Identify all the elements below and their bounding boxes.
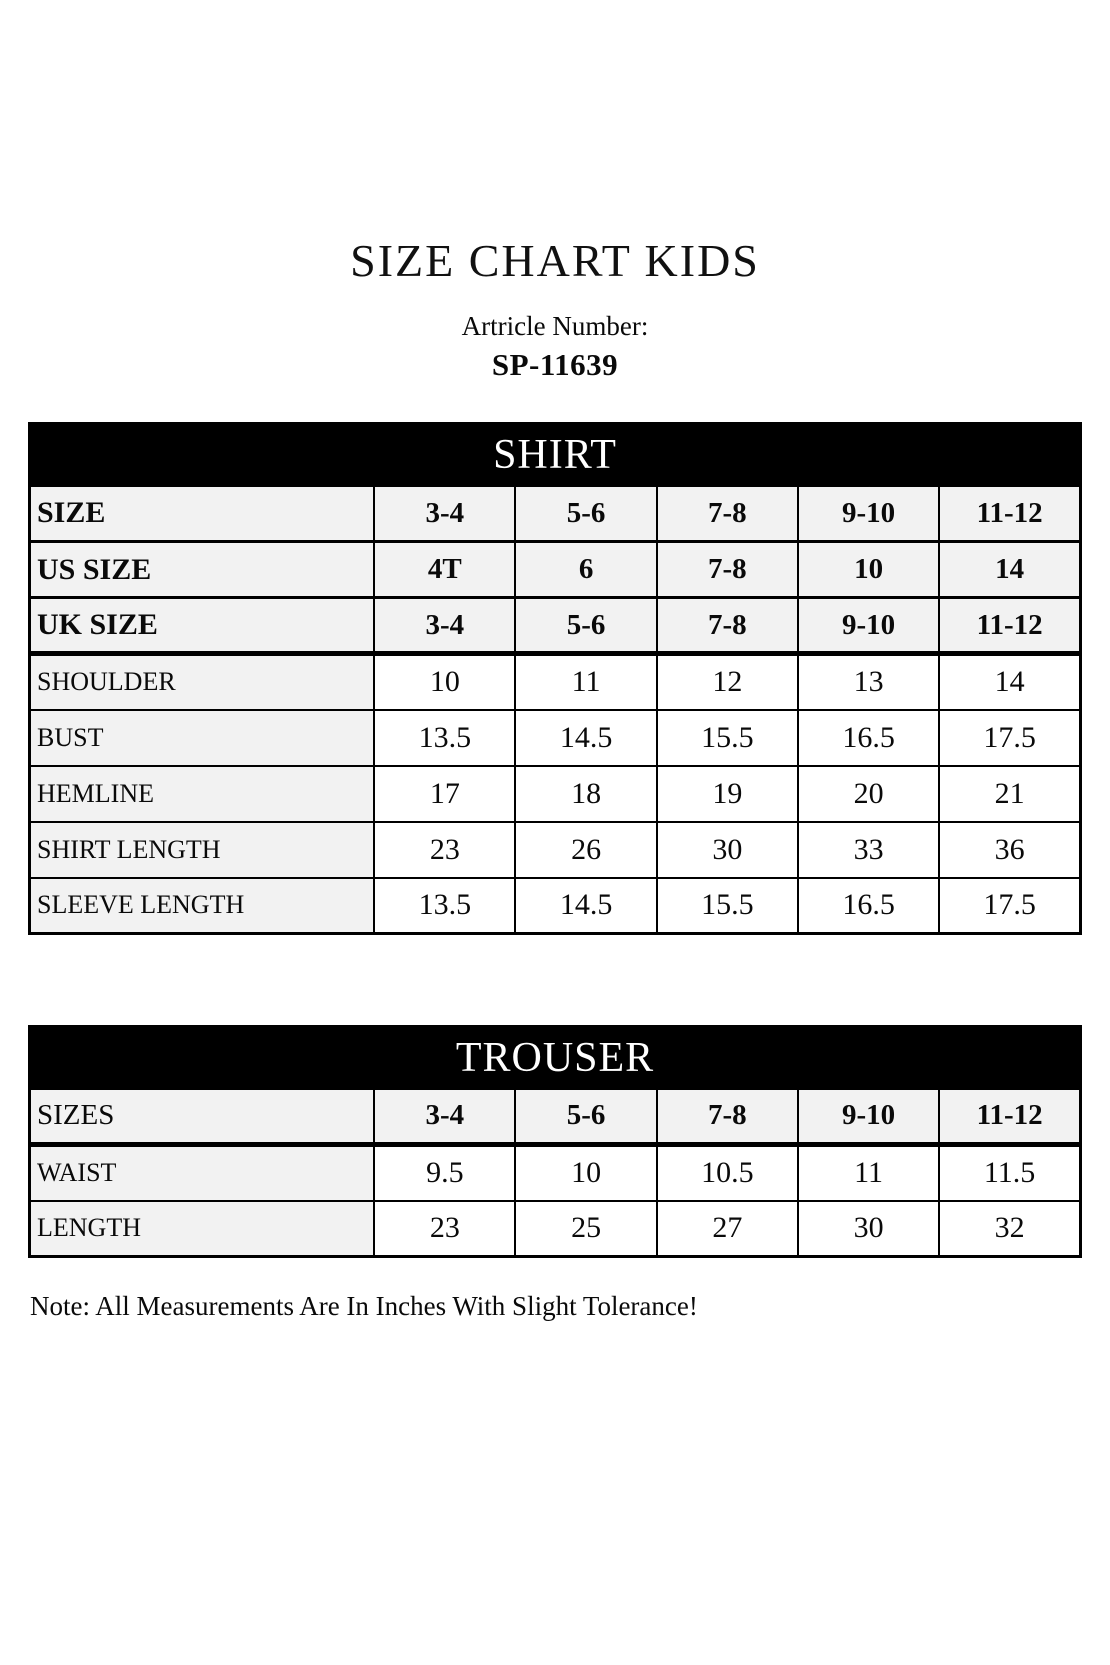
- table-row: [30, 542, 1081, 598]
- table-cell: 7-8: [657, 598, 798, 654]
- table-cell: 14.5: [515, 710, 656, 766]
- table-cell: 7-8: [657, 542, 798, 598]
- table-cell: 5-6: [515, 598, 656, 654]
- table-cell: 11-12: [939, 486, 1080, 542]
- table-row: [30, 1089, 1081, 1145]
- table-row: [30, 1145, 1081, 1201]
- table-cell: 4T: [374, 542, 515, 598]
- table-cell: 11.5: [939, 1145, 1080, 1201]
- table-cell: 21: [939, 766, 1080, 822]
- table-row: [30, 486, 1081, 542]
- table-cell: 11: [515, 654, 656, 710]
- table-cell: 11-12: [939, 1089, 1080, 1145]
- table-cell: 18: [515, 766, 656, 822]
- table-cell: 10: [515, 1145, 656, 1201]
- table-cell: 33: [798, 822, 939, 878]
- row-label: HEMLINE: [30, 766, 375, 822]
- table-cell: 3-4: [374, 598, 515, 654]
- table-cell: 7-8: [657, 486, 798, 542]
- table-cell: 17.5: [939, 878, 1080, 934]
- shirt-table-title: SHIRT: [30, 424, 1081, 486]
- table-cell: 30: [798, 1201, 939, 1257]
- table-cell: 5-6: [515, 486, 656, 542]
- table-header-row: [30, 424, 1081, 486]
- table-header-row: [30, 1027, 1081, 1089]
- table-cell: 23: [374, 1201, 515, 1257]
- table-cell: 3-4: [374, 1089, 515, 1145]
- table-cell: 13.5: [374, 710, 515, 766]
- table-cell: 15.5: [657, 710, 798, 766]
- table-cell: 9-10: [798, 486, 939, 542]
- table-cell: 14: [939, 542, 1080, 598]
- table-cell: 9.5: [374, 1145, 515, 1201]
- table-cell: 9-10: [798, 598, 939, 654]
- table-cell: 17: [374, 766, 515, 822]
- table-cell: 10.5: [657, 1145, 798, 1201]
- row-label: WAIST: [30, 1145, 375, 1201]
- table-row: [30, 654, 1081, 710]
- article-number-value: SP-11639: [491, 347, 619, 382]
- table-row: [30, 1201, 1081, 1257]
- table-cell: 16.5: [798, 710, 939, 766]
- row-label: SLEEVE LENGTH: [30, 878, 375, 934]
- table-cell: 12: [657, 654, 798, 710]
- table-cell: 27: [657, 1201, 798, 1257]
- table-cell: 10: [374, 654, 515, 710]
- table-cell: 6: [515, 542, 656, 598]
- table-cell: 7-8: [657, 1089, 798, 1145]
- table-cell: 25: [515, 1201, 656, 1257]
- table-cell: 13: [798, 654, 939, 710]
- table-cell: 11-12: [939, 598, 1080, 654]
- table-cell: 26: [515, 822, 656, 878]
- table-cell: 11: [798, 1145, 939, 1201]
- table-cell: 15.5: [657, 878, 798, 934]
- trouser-size-table: [28, 1025, 1082, 1258]
- row-label: SIZES: [30, 1089, 375, 1145]
- table-row: [30, 710, 1081, 766]
- table-cell: 23: [374, 822, 515, 878]
- table-cell: 5-6: [515, 1089, 656, 1145]
- row-label: US SIZE: [30, 542, 375, 598]
- table-cell: 16.5: [798, 878, 939, 934]
- measurement-note: Note: All Measurements Are In Inches With Slight Tolerance!: [30, 1291, 698, 1321]
- table-row: [30, 766, 1081, 822]
- row-label: SHOULDER: [30, 654, 375, 710]
- shirt-size-table: [28, 422, 1082, 935]
- trouser-table-title: TROUSER: [30, 1027, 1081, 1089]
- table-row: [30, 878, 1081, 934]
- table-row: [30, 598, 1081, 654]
- row-label: SIZE: [30, 486, 375, 542]
- table-cell: 3-4: [374, 486, 515, 542]
- table-cell: 17.5: [939, 710, 1080, 766]
- table-cell: 13.5: [374, 878, 515, 934]
- row-label: SHIRT LENGTH: [30, 822, 375, 878]
- table-cell: 20: [798, 766, 939, 822]
- table-cell: 36: [939, 822, 1080, 878]
- table-cell: 14.5: [515, 878, 656, 934]
- table-cell: 10: [798, 542, 939, 598]
- table-row: [30, 822, 1081, 878]
- table-cell: 32: [939, 1201, 1080, 1257]
- row-label: BUST: [30, 710, 375, 766]
- table-cell: 14: [939, 654, 1080, 710]
- row-label: UK SIZE: [30, 598, 375, 654]
- table-cell: 19: [657, 766, 798, 822]
- page-title: SIZE CHART KIDS: [350, 235, 760, 286]
- table-cell: 9-10: [798, 1089, 939, 1145]
- row-label: LENGTH: [30, 1201, 375, 1257]
- table-cell: 30: [657, 822, 798, 878]
- article-number-label: Artricle Number:: [461, 311, 649, 341]
